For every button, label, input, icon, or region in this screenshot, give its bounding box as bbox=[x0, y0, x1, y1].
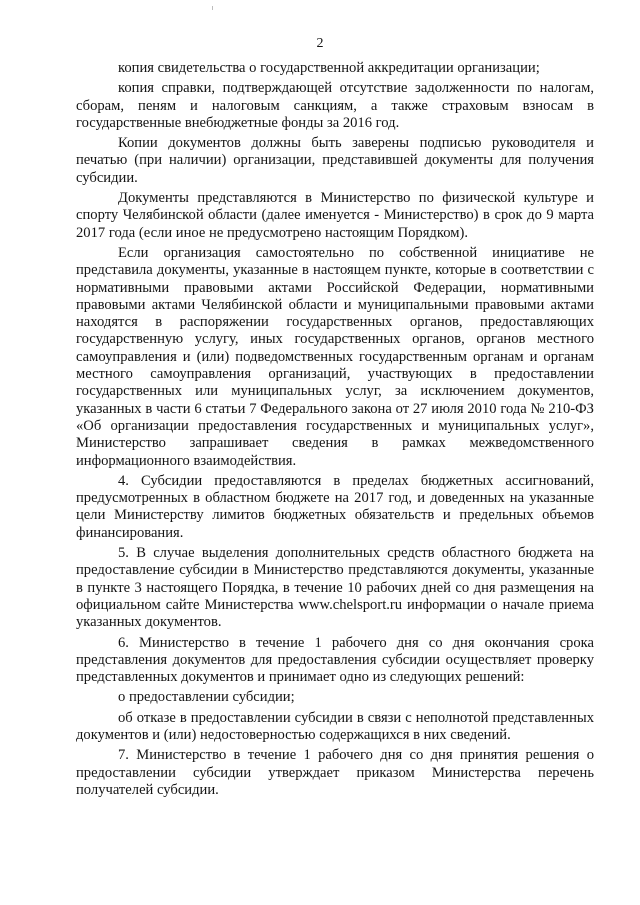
paragraph-tax-certificate-copy: копия справки, подтверждающей отсутствие задолженности по налогам, сборам, пеням и налоговым санкциям, а также страховым взносам в государственные внебюджетные фонды за 2016 год. bbox=[76, 80, 594, 131]
paragraph-copies-certification: Копии документов должны быть заверены подписью руководителя и печатью (при наличии) организации, представившей документы для получения субсидии. bbox=[76, 135, 594, 186]
page-number: 2 bbox=[316, 36, 324, 51]
paragraph-decision-grant: о предоставлении субсидии; bbox=[118, 689, 295, 706]
paragraph-item-7: 7. Министерство в течение 1 рабочего дня со дня принятия решения о предоставлении субсидии утверждает приказом Министерства перечень получателей субсидии. bbox=[76, 747, 594, 798]
document-body bbox=[76, 60, 594, 799]
paragraph-submission-deadline: Документы представляются в Министерство по физической культуре и спорту Челябинской области (далее именуется - Министерство) в срок до 9 марта 2017 года (если иное не предусмотрено настоящим Порядком). bbox=[76, 190, 594, 241]
paragraph-item-6: 6. Министерство в течение 1 рабочего дня со дня окончания срока представления документов для предоставления субсидии осуществляет проверку представленных документов и принимает одно из следующих решений: bbox=[76, 634, 594, 686]
scan-mark bbox=[212, 6, 213, 10]
paragraph-accreditation-copy: копия свидетельства о государственной аккредитации организации; bbox=[118, 60, 540, 76]
paragraph-item-4: 4. Субсидии предоставляются в пределах бюджетных ассигнований, предусмотренных в областном бюджете на 2017 год, и доведенных на указанные цели Министерству лимитов бюджетных обязательств и предельных объемов финансирования. bbox=[76, 472, 594, 541]
paragraph-decision-refusal: об отказе в предоставлении субсидии в связи с неполнотой представленных документов и (или) недостоверностью содержащихся в них сведений. bbox=[76, 709, 594, 743]
paragraph-interagency-request: Если организация самостоятельно по собственной инициативе не представила документы, указанные в настоящем пункте, которые в соответствии с нормативными правовыми актами Российской Федерации, нормативными правовыми актами Челябинской области и муниципальными правовыми актами находятся в распоряжении государственных органов, предоставляющих государственную услугу, иных государственных органов, органов местного самоуправления и (или) подведомственных государственным органам и органам местного самоуправления организаций, участвующих в предоставлении государственных или муниципальных услуг, за исключением документов, указанных в части 6 статьи 7 Федерального закона от 27 июля 2010 года № 210-ФЗ «Об организации предоставления государственных и муниципальных услуг», Министерство запрашивает сведения в рамках межведомственного информационного взаимодействия. bbox=[76, 244, 594, 469]
paragraph-item-5: 5. В случае выделения дополнительных средств областного бюджета на предоставление субсидии в Министерство представляются документы, указанные в пункте 3 настоящего Порядка, в течение 10 рабочих дней со дня размещения на официальном сайте Министерства www.chelsport.ru информации о начале приема указанных документов. bbox=[76, 545, 594, 631]
